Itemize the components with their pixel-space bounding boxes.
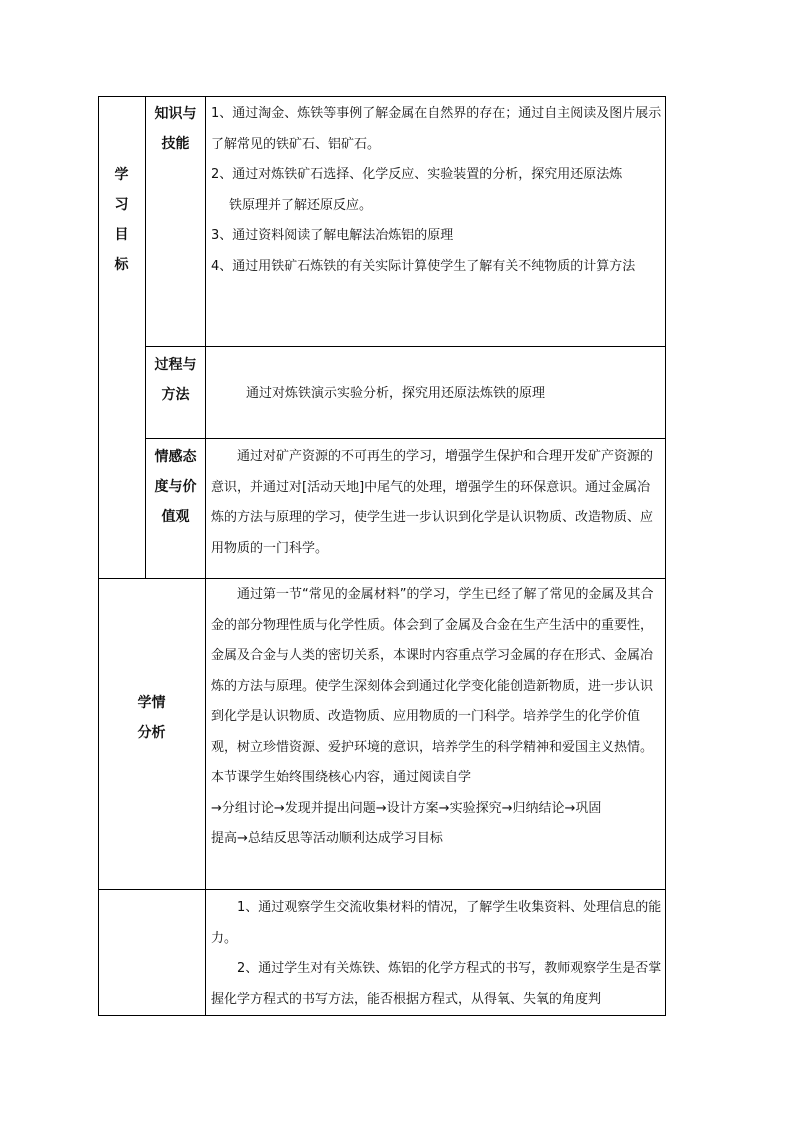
emotion-label: [146, 442, 205, 532]
knowledge-item-2-cont: 铁原理并了解还原反应。: [229, 197, 373, 213]
process-label-line: 方法: [161, 387, 190, 403]
knowledge-label-line: 知识与: [154, 106, 197, 122]
divider-section-analysis: [98, 889, 666, 890]
divider-row-knowledge: [145, 346, 666, 347]
analysis-flow-line-1: →分组讨论→发现并提出问题→设计方案→实验探究→归纳结论→巩固: [211, 800, 602, 816]
emotion-label-line: 度与价: [154, 479, 197, 495]
divider-label-content: [205, 96, 206, 1016]
goals-label-char: 标: [114, 257, 129, 273]
table-border-right: [665, 96, 666, 1016]
analysis-content: [211, 580, 663, 855]
process-content: [246, 379, 656, 410]
knowledge-item-4: 4、通过用铁矿石炼铁的有关实际计算使学生了解有关不纯物质的计算方法: [211, 258, 636, 274]
emotion-text: 通过对矿产资源的不可再生的学习，增强学生保护和合理开发矿产资源的意识，并通过对[活动天地]中尾气的处理，增强学生的环保意识。通过金属冶炼的方法与原理的学习，使学生进一步认识到化学是认识物质、改造物质、应用物质的一门科学。: [211, 449, 654, 556]
goals-label-char: 习: [114, 197, 129, 213]
knowledge-content: [211, 99, 663, 282]
goals-label-char: 目: [114, 227, 129, 243]
emotion-label-line: 值观: [161, 509, 190, 525]
emotion-label-line: 情感态: [154, 449, 197, 465]
process-label-line: 过程与: [154, 357, 197, 373]
table-border-bottom: [98, 1015, 666, 1016]
analysis-label: [98, 688, 205, 748]
lesson-plan-table: [98, 96, 666, 1016]
process-text: 通过对炼铁演示实验分析，探究用还原法炼铁的原理: [246, 386, 546, 401]
goals-section-label: [98, 160, 145, 280]
knowledge-label: [146, 99, 205, 159]
evaluation-item-2: 2、通过学生对有关炼铁、炼铝的化学方程式的书写，教师观察学生是否掌握化学方程式的书写方法，能否根据方程式，从得氧、失氧的角度判: [211, 961, 662, 1007]
table-border-top: [98, 96, 666, 97]
analysis-label-line: 学情: [137, 695, 166, 711]
evaluation-item-1: 1、通过观察学生交流收集材料的情况，了解学生收集资料、处理信息的能力。: [211, 900, 662, 946]
divider-row-process: [145, 438, 666, 439]
process-label: [146, 350, 205, 410]
knowledge-label-line: 技能: [161, 136, 190, 152]
divider-section-goals: [98, 578, 666, 579]
analysis-paragraph: 通过第一节“常见的金属材料”的学习，学生已经了解了常见的金属及其合金的部分物理性质与化学性质。体会到了金属及合金在生产生活中的重要性，金属及合金与人类的密切关系，本课时内容重点学习金属的存在形式、金属冶炼的方法与原理。使学生深刻体会到通过化学变化能创造新物质，进一步认识到化学是认识物质、改造物质、应用物质的一门科学。培养学生的化学价值观，树立珍惜资源、爱护环境的意识，培养学生的科学精神和爱国主义热情。本节课学生始终围绕核心内容，通过阅读自学: [211, 587, 654, 785]
goals-label-char: 学: [114, 167, 129, 183]
knowledge-item-3: 3、通过资料阅读了解电解法冶炼铝的原理: [211, 228, 454, 243]
evaluation-content: [211, 893, 663, 1015]
analysis-label-line: 分析: [137, 725, 166, 741]
knowledge-item-2: 2、通过对炼铁矿石选择、化学反应、实验装置的分析，探究用还原法炼: [211, 167, 623, 182]
emotion-content: [211, 442, 663, 564]
knowledge-item-1: 1、通过淘金、炼铁等事例了解金属在自然界的存在；通过自主阅读及图片展示了解常见的铁矿石、铝矿石。: [211, 106, 662, 152]
analysis-flow-line-2: 提高→总结反思等活动顺利达成学习目标: [211, 831, 443, 846]
